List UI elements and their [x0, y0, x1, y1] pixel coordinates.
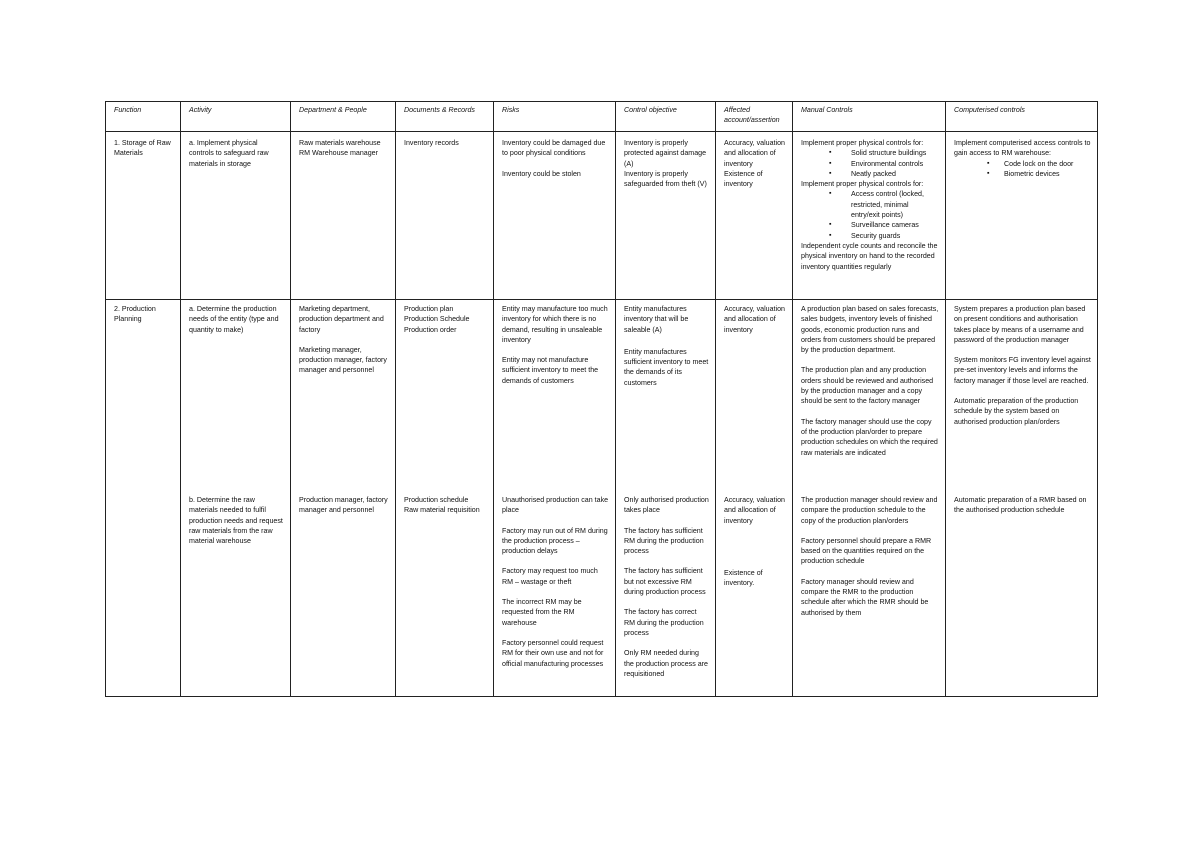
document-page [105, 101, 1097, 697]
header-control-objective: Control objective [616, 102, 716, 132]
list-item: ▪ Access control (locked, restricted, minimal entry/exit points) [801, 189, 939, 220]
function-cell [106, 488, 181, 697]
list-item: ▪ Environmental controls [801, 159, 939, 169]
list-item: ▪ Solid structure buildings [801, 148, 939, 158]
manual-list-1 [801, 148, 939, 179]
department-cell: Marketing department, production department and factory Marketing manager, production manager, factory manager and personnel [291, 300, 396, 489]
table-row [106, 488, 1098, 697]
header-risks: Risks [494, 102, 616, 132]
risks-cell: Unauthorised production can take place Factory may run out of RM during the production process – production delays Factory may request too much RM – wastage or theft The incorrect RM may be requested from the RM warehouse Factory personnel could request RM for their own use and not for official manufacturing processes [494, 488, 616, 697]
header-function: Function [106, 102, 181, 132]
manual-controls-cell: Implement proper physical controls for: ▪ Solid structure buildings ▪ Environmental controls ▪ Neatly packed Implement proper physical controls for: ▪ Access control (locked, restricted, minimal entry/exit points) ▪ Surveillance cameras ▪ Security guards Independent cycle counts and reconcile the physical inventory on hand to the recorded inventory quantities regularly [793, 132, 946, 300]
header-manual-controls: Manual Controls [793, 102, 946, 132]
header-department: Department & People [291, 102, 396, 132]
department-cell: Production manager, factory manager and personnel [291, 488, 396, 697]
activity-cell: a. Implement physical controls to safeguard raw materials in storage [181, 132, 291, 300]
computerised-controls-cell: System prepares a production plan based on present conditions and authorisation takes place by means of a username and password of the production manager System monitors FG inventory level against pre-set inventory levels and informs the factory manager if those level are reached. Automatic preparation of the production schedule by the system based on authorised production plan/orders [946, 300, 1098, 489]
header-row [106, 102, 1098, 132]
computerised-controls-cell: Automatic preparation of a RMR based on the authorised production schedule [946, 488, 1098, 697]
affected-cell: Accuracy, valuation and allocation of inventory [716, 300, 793, 489]
header-activity: Activity [181, 102, 291, 132]
manual-list-2 [801, 189, 939, 240]
affected-cell: Accuracy, valuation and allocation of inventory Existence of inventory [716, 132, 793, 300]
list-item: ▪ Surveillance cameras [801, 220, 939, 230]
table-row [106, 132, 1098, 300]
manual-controls-cell: A production plan based on sales forecasts, sales budgets, inventory levels of finished goods, economic production runs and orders from customers should be prepared by the production department. The production plan and any production orders should be reviewed and authorised by the production manager and a copy should be sent to the factory manager The factory manager should use the copy of the production plan/order to prepare production schedules on which the required raw materials are indicated [793, 300, 946, 489]
computerised-controls-cell: Implement computerised access controls to gain access to RM warehouse: ▪ Code lock on the door ▪ Biometric devices [946, 132, 1098, 300]
manual-controls-cell: The production manager should review and compare the production schedule to the copy of the production plan/orders Factory personnel should prepare a RMR based on the quantities required on the production schedule Factory manager should review and compare the RMR to the production schedule after which the RMR should be authorised by them [793, 488, 946, 697]
list-item: ▪ Biometric devices [954, 169, 1091, 179]
department-cell: Raw materials warehouse RM Warehouse manager [291, 132, 396, 300]
header-affected-assertion: Affected account/assertion [716, 102, 793, 132]
header-documents: Documents & Records [396, 102, 494, 132]
header-computerised-controls: Computerised controls [946, 102, 1098, 132]
objective-cell: Inventory is properly protected against damage (A) Inventory is properly safeguarded from theft (V) [616, 132, 716, 300]
list-item: ▪ Code lock on the door [954, 159, 1091, 169]
list-item: ▪ Security guards [801, 231, 939, 241]
risks-cell: Inventory could be damaged due to poor physical conditions Inventory could be stolen [494, 132, 616, 300]
objective-cell: Entity manufactures inventory that will be saleable (A) Entity manufactures sufficient inventory to meet the demands of its customers [616, 300, 716, 489]
controls-table [105, 101, 1098, 697]
computerised-list [954, 159, 1091, 180]
list-item: ▪ Neatly packed [801, 169, 939, 179]
risks-cell: Entity may manufacture too much inventory for which there is no demand, resulting in unsaleable inventory Entity may not manufacture sufficient inventory to meet the demands of customers [494, 300, 616, 489]
activity-cell: b. Determine the raw materials needed to fulfil production needs and request raw materials from the raw material warehouse [181, 488, 291, 697]
documents-cell: Inventory records [396, 132, 494, 300]
documents-cell: Production schedule Raw material requisition [396, 488, 494, 697]
function-cell: 1. Storage of Raw Materials [106, 132, 181, 300]
affected-cell: Accuracy, valuation and allocation of inventory Existence of inventory. [716, 488, 793, 697]
activity-cell: a. Determine the production needs of the entity (type and quantity to make) [181, 300, 291, 489]
table-row [106, 300, 1098, 489]
function-cell: 2. Production Planning [106, 300, 181, 489]
documents-cell: Production plan Production Schedule Production order [396, 300, 494, 489]
objective-cell: Only authorised production takes place The factory has sufficient RM during the production process The factory has sufficient but not excessive RM during production process The factory has correct RM during the production process Only RM needed during the production process are requisitioned [616, 488, 716, 697]
